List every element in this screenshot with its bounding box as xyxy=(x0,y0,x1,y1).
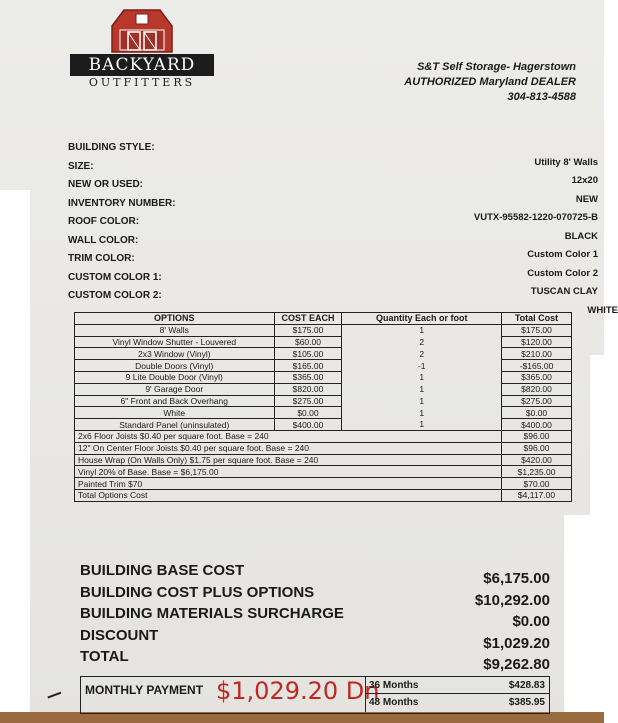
table-cell: -1 xyxy=(342,360,502,372)
summary-value: $6,175.00 xyxy=(483,570,550,587)
table-note-row xyxy=(75,454,572,466)
table-cell: Standard Panel (uninsulated) xyxy=(75,419,275,431)
table-note-total: $96.00 xyxy=(502,430,572,442)
table-cell: 2 xyxy=(342,348,502,360)
summary-row xyxy=(80,605,560,630)
monthly-payment-label: MONTHLY PAYMENT xyxy=(85,683,204,697)
table-cell: $105.00 xyxy=(274,348,342,360)
table-note: House Wrap (On Walls Only) $1.75 per square foot. Base = 240 xyxy=(75,454,502,466)
table-cell: 8' Walls xyxy=(75,324,275,336)
table-cell: $820.00 xyxy=(274,383,342,395)
term-label: 48 Months xyxy=(369,697,419,708)
summary-value: $9,262.80 xyxy=(483,656,550,673)
field-value: NEW xyxy=(575,193,598,205)
table-row xyxy=(75,348,572,360)
table-note-total: $1,235.00 xyxy=(502,466,572,478)
table-note: 12" On Center Floor Joists $0.40 per square foot. Base = 240 xyxy=(75,442,502,454)
dealer-name: S&T Self Storage- Hagerstown xyxy=(417,61,576,73)
column-header: COST EACH xyxy=(274,313,342,325)
table-cell: 6" Front and Back Overhang xyxy=(75,395,275,407)
field-row xyxy=(68,175,598,198)
table-cell: Vinyl Window Shutter - Louvered xyxy=(75,336,275,348)
term-value: $385.95 xyxy=(508,697,545,708)
table-note-row xyxy=(75,442,572,454)
field-value: Custom Color 1 xyxy=(527,249,598,260)
field-label: CUSTOM COLOR 2: xyxy=(68,290,162,301)
field-value: VUTX-95582-1220-070725-B xyxy=(473,212,598,223)
background-right xyxy=(590,355,604,515)
table-cell: $175.00 xyxy=(274,324,342,336)
table-cell: 1 xyxy=(342,371,502,383)
table-cell: 2x3 Window (Vinyl) xyxy=(75,348,275,360)
table-note-row xyxy=(75,466,572,478)
table-cell: Double Doors (Vinyl) xyxy=(75,360,275,372)
summary-row xyxy=(80,562,560,587)
table-cell: $820.00 xyxy=(502,383,572,395)
table-note: Painted Trim $70 xyxy=(75,478,502,490)
table-row xyxy=(75,395,572,407)
background-left xyxy=(0,190,30,723)
summary-label: BUILDING BASE COST xyxy=(80,562,245,579)
summary-value: $10,292.00 xyxy=(474,591,550,609)
table-cell: -$165.00 xyxy=(502,360,572,372)
cost-summary xyxy=(80,562,560,673)
table-cell: 1 xyxy=(342,324,502,336)
term-row xyxy=(366,677,549,694)
table-header-row xyxy=(75,313,572,325)
table-row xyxy=(75,419,572,431)
table-cell: $165.00 xyxy=(274,360,342,372)
table-cell: $210.00 xyxy=(502,348,572,360)
field-value: Utility 8' Walls xyxy=(534,156,598,168)
summary-label: DISCOUNT xyxy=(80,626,159,644)
field-value-extra: WHITE xyxy=(587,304,618,316)
handwritten-down-payment: $1,029.20 Dn xyxy=(216,677,380,705)
background-right-lower xyxy=(564,515,604,723)
table-note-total: $4,117.00 xyxy=(502,489,572,501)
table-cell: $400.00 xyxy=(274,419,342,431)
field-label: NEW OR USED: xyxy=(68,179,143,190)
table-note-row xyxy=(75,478,572,490)
summary-label: BUILDING COST PLUS OPTIONS xyxy=(80,583,315,601)
table-row xyxy=(75,336,572,348)
field-row xyxy=(68,142,598,161)
term-label: 36 Months xyxy=(369,680,419,691)
table-cell: $365.00 xyxy=(502,371,572,383)
table-cell: $275.00 xyxy=(274,395,342,407)
summary-value: $0.00 xyxy=(512,613,550,630)
brand-logo xyxy=(68,6,216,88)
table-note: Vinyl 20% of Base. Base = $6,175.00 xyxy=(75,466,502,478)
table-cell: $365.00 xyxy=(274,371,342,383)
table-cell: 1 xyxy=(342,395,502,407)
field-row xyxy=(68,230,598,254)
table-cell: White xyxy=(75,407,275,419)
table-cell: 1 xyxy=(342,419,502,431)
table-cell: $275.00 xyxy=(502,395,572,407)
field-value: 12x20 xyxy=(571,175,598,186)
table-note-total: $96.00 xyxy=(502,442,572,454)
table-row xyxy=(75,371,572,383)
field-row xyxy=(68,286,598,309)
table-row xyxy=(75,360,572,372)
table-row xyxy=(75,407,572,419)
summary-value: $1,029.20 xyxy=(483,634,550,652)
field-row xyxy=(68,267,598,291)
field-label: SIZE: xyxy=(68,160,94,172)
table-cell: 1 xyxy=(342,407,502,419)
summary-label: BUILDING MATERIALS SURCHARGE xyxy=(80,605,344,622)
field-label: BUILDING STYLE: xyxy=(68,142,155,153)
field-row xyxy=(68,249,598,272)
dealer-info xyxy=(404,60,576,105)
payment-terms xyxy=(365,677,549,712)
table-note: Total Options Cost xyxy=(75,489,502,501)
monthly-payment-box xyxy=(80,676,550,714)
summary-row xyxy=(80,648,560,673)
term-value: $428.83 xyxy=(508,680,545,691)
table-cell: 2 xyxy=(342,336,502,348)
column-header: OPTIONS xyxy=(75,313,275,325)
column-header: Total Cost xyxy=(502,313,572,325)
brand-name-top: BACKYARD xyxy=(70,54,214,76)
table-cell: $0.00 xyxy=(502,407,572,419)
dealer-phone: 304-813-4588 xyxy=(507,91,576,103)
field-label: INVENTORY NUMBER: xyxy=(68,197,176,209)
building-fields xyxy=(68,142,618,327)
summary-row xyxy=(80,626,560,652)
brand-name-bottom: OUTFITTERS xyxy=(88,76,196,89)
field-label: CUSTOM COLOR 1: xyxy=(68,271,162,283)
table-note-total: $70.00 xyxy=(502,478,572,490)
field-row xyxy=(68,212,598,235)
field-label: ROOF COLOR: xyxy=(68,216,140,227)
table-note-row xyxy=(75,489,572,501)
table-cell: $175.00 xyxy=(502,324,572,336)
table-note: 2x6 Floor Joists $0.40 per square foot. Base = 240 xyxy=(75,430,502,442)
field-value: TUSCAN CLAY xyxy=(530,286,598,297)
column-header: Quantity Each or foot xyxy=(342,313,502,325)
field-label: TRIM COLOR: xyxy=(68,253,135,264)
options-table xyxy=(74,312,572,502)
table-row xyxy=(75,324,572,336)
field-label: WALL COLOR: xyxy=(68,234,139,246)
table-row xyxy=(75,383,572,395)
table-cell: $400.00 xyxy=(502,419,572,431)
field-value: Custom Color 2 xyxy=(527,267,598,279)
table-cell: $60.00 xyxy=(274,336,342,348)
dealer-status: AUTHORIZED Maryland DEALER xyxy=(404,76,576,88)
table-note-row xyxy=(75,430,572,442)
table-cell: 9' Garage Door xyxy=(75,383,275,395)
table-cell: $0.00 xyxy=(274,407,342,419)
field-row xyxy=(68,156,598,180)
barn-icon xyxy=(106,6,178,54)
table-cell: $120.00 xyxy=(502,336,572,348)
summary-row xyxy=(80,583,560,609)
table-cell: 9 Lite Double Door (Vinyl) xyxy=(75,371,275,383)
options-body xyxy=(75,324,572,501)
table-note-total: $420.00 xyxy=(502,454,572,466)
field-value: BLACK xyxy=(564,230,598,242)
term-row xyxy=(366,694,549,711)
summary-label: TOTAL xyxy=(80,648,129,665)
table-cell: 1 xyxy=(342,383,502,395)
